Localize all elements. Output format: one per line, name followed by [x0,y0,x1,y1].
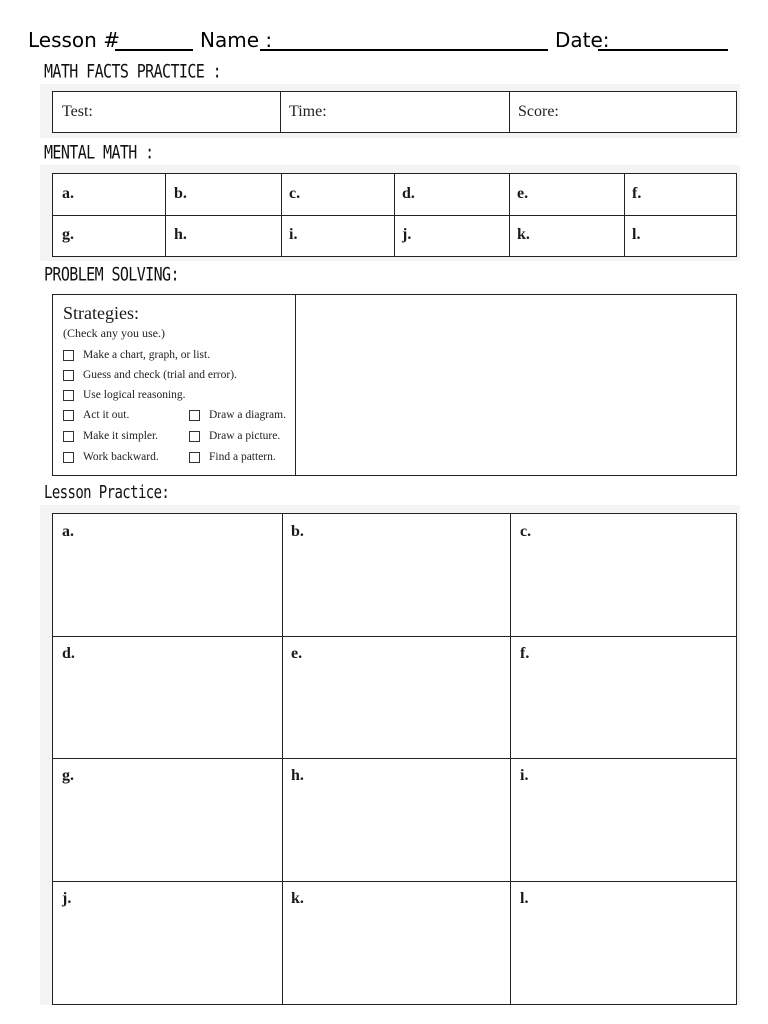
strategy-item: Draw a picture. [189,430,280,442]
practice-cell-label: d. [62,645,75,662]
mental-math-cell-label: l. [632,226,641,243]
grid-row-divider [53,758,736,759]
lesson-practice-title: Lesson Practice: [44,483,170,503]
checkbox[interactable] [189,431,200,442]
practice-cell-label: i. [520,767,529,784]
mental-math-cell-label: d. [402,185,415,202]
mental-math-cell-label: b. [174,185,187,202]
mental-math-cell-label: i. [289,226,298,243]
grid-col-divider [394,174,395,256]
grid-col-divider [509,174,510,256]
checkbox[interactable] [63,452,74,463]
practice-cell-label: l. [520,890,529,907]
strategy-item: Find a pattern. [189,451,276,463]
time-field-label: Time: [289,103,327,120]
strategy-item: Act it out. [63,409,129,421]
mental-math-cell-label: f. [632,185,642,202]
checkbox[interactable] [63,350,74,361]
math-facts-title: MATH FACTS PRACTICE : [44,60,222,83]
lesson-number-blank[interactable] [115,49,193,51]
strategy-item: Make a chart, graph, or list. [63,349,210,361]
problem-solving-title: PROBLEM SOLVING: [44,263,179,286]
practice-cell-label: c. [520,523,532,540]
checkbox[interactable] [189,452,200,463]
grid-col-divider [624,174,625,256]
checkbox[interactable] [189,410,200,421]
mental-math-cell-label: c. [289,185,301,202]
practice-cell-label: e. [291,645,303,662]
test-field-label: Test: [62,103,93,120]
mental-math-cell-label: h. [174,226,187,243]
grid-col-divider [281,174,282,256]
mental-math-cell-label: j. [402,226,412,243]
mental-math-cell-label: e. [517,185,529,202]
practice-cell-label: a. [62,523,74,540]
checkbox[interactable] [63,410,74,421]
strategy-item: Guess and check (trial and error). [63,369,237,381]
mental-math-cell-label: k. [517,226,530,243]
lesson-practice-grid [52,513,737,1005]
practice-cell-label: h. [291,767,304,784]
name-label: Name : [200,28,273,52]
mental-math-title: MENTAL MATH : [44,141,154,164]
strategy-item: Draw a diagram. [189,409,286,421]
practice-cell-label: b. [291,523,304,540]
checkbox[interactable] [63,431,74,442]
practice-cell-label: k. [291,890,304,907]
grid-row-divider [53,636,736,637]
date-label: Date: [555,28,610,52]
mental-math-cell-label: g. [62,226,74,243]
practice-cell-label: g. [62,767,74,784]
mental-math-cell-label: a. [62,185,74,202]
name-blank[interactable] [260,49,548,51]
problem-solving-box [52,294,737,476]
mental-math-grid [52,173,737,257]
strategies-divider [295,295,296,475]
math-facts-table [52,91,737,133]
strategy-item: Use logical reasoning. [63,389,186,401]
strategies-subtitle: (Check any you use.) [63,326,165,340]
strategies-title: Strategies: [63,303,139,323]
grid-row-divider [53,881,736,882]
practice-cell-label: j. [62,890,72,907]
strategy-item: Work backward. [63,451,159,463]
score-field-label: Score: [518,103,559,120]
grid-col-divider [165,174,166,256]
facts-divider [280,92,281,132]
practice-cell-label: f. [520,645,530,662]
lesson-number-label: Lesson # [28,28,120,52]
facts-divider [509,92,510,132]
date-blank[interactable] [598,49,728,51]
worksheet-header [28,28,738,56]
strategy-item: Make it simpler. [63,430,158,442]
grid-col-divider [282,514,283,1004]
grid-col-divider [510,514,511,1004]
checkbox[interactable] [63,370,74,381]
checkbox[interactable] [63,390,74,401]
